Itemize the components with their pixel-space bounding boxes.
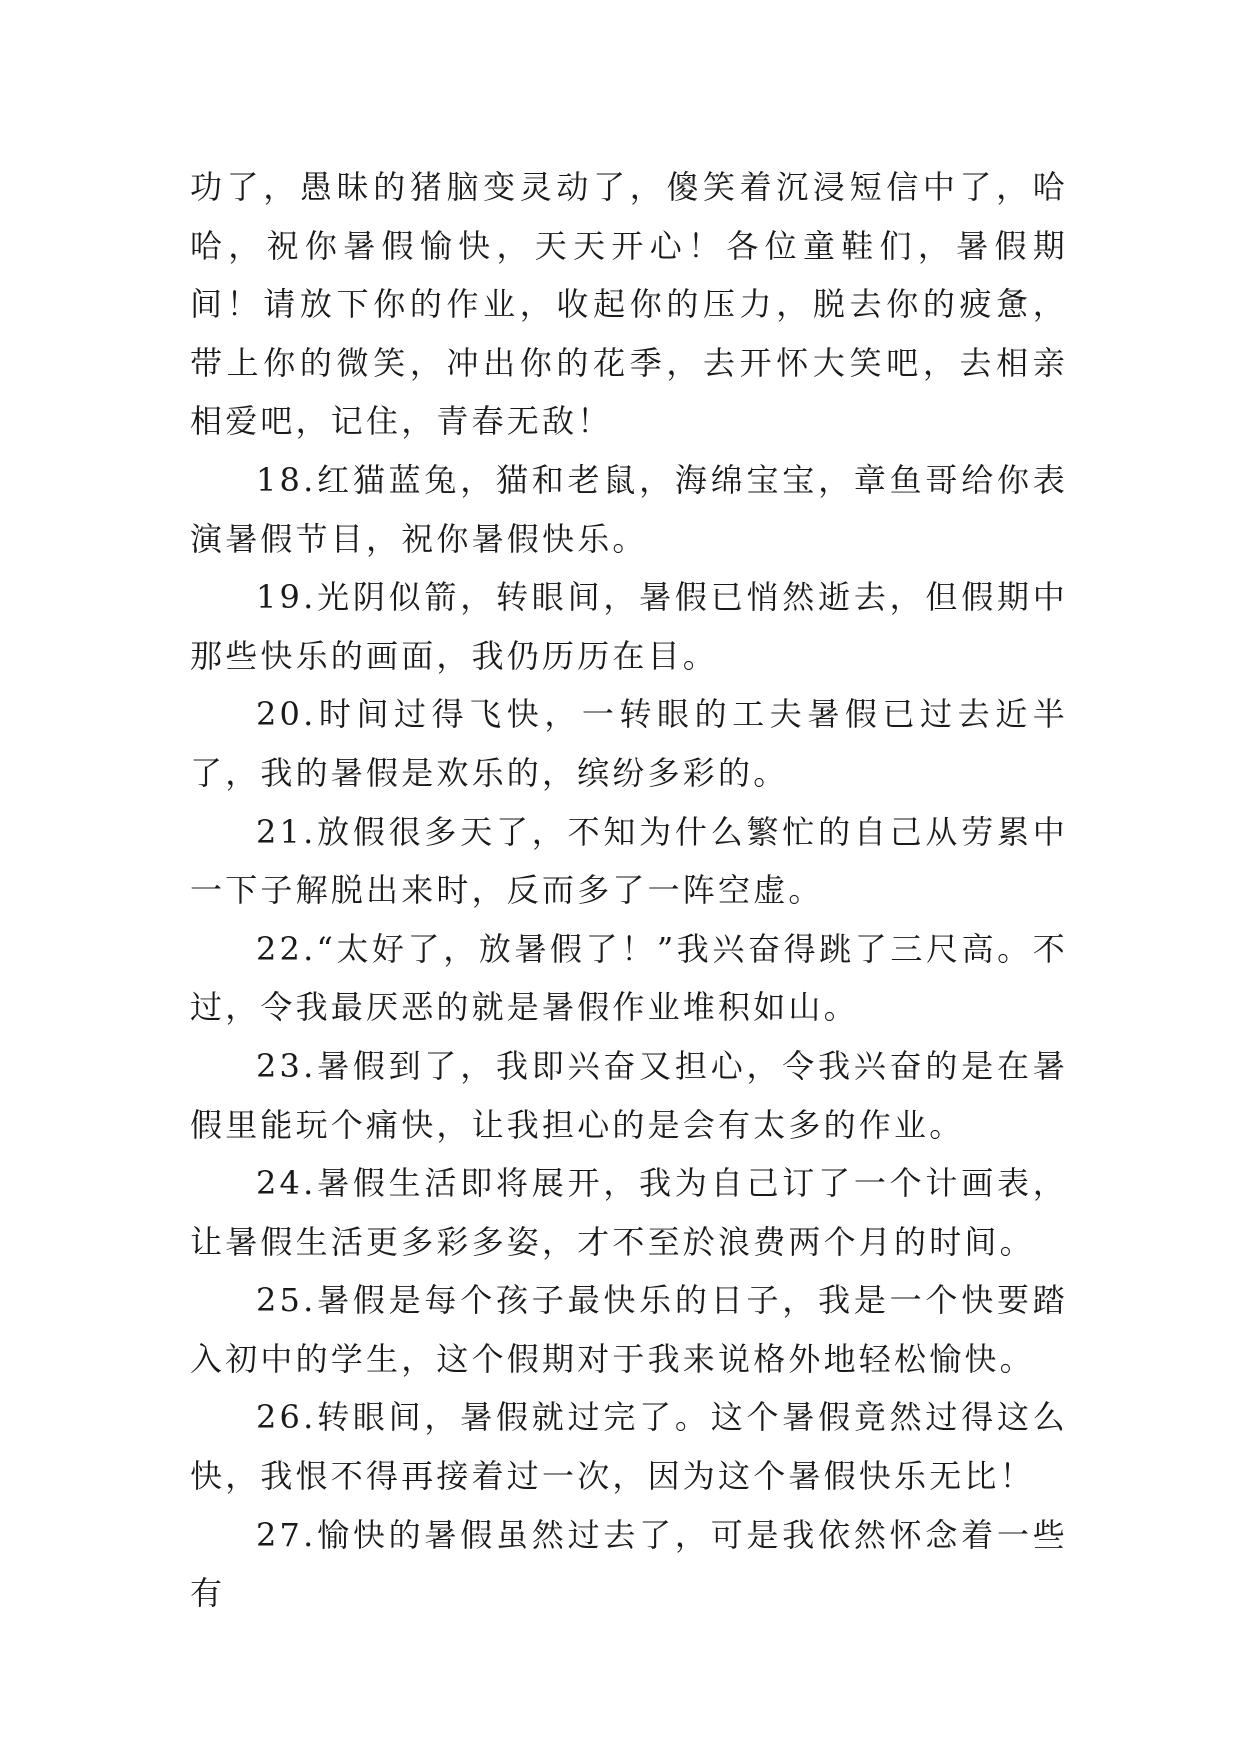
paragraph-item-22: 22.“太好了，放暑假了！”我兴奋得跳了三尺高。不过，令我最厌恶的就是暑假作业堆积如山。 xyxy=(190,929,1068,1027)
paragraph-item-21: 21.放假很多天了，不知为什么繁忙的自己从劳累中一下子解脱出来时，反而多了一阵空虚。 xyxy=(190,812,1068,910)
paragraph-item-19: 19.光阴似箭，转眼间，暑假已悄然逝去，但假期中那些快乐的画面，我仍历历在目。 xyxy=(190,578,1068,675)
paragraph-item-24: 24.暑假生活即将展开，我为自己订了一个计画表，让暑假生活更多彩多姿，才不至於浪费两个月的时间。 xyxy=(190,1164,1068,1261)
paragraph-continuation: 功了，愚昧的猪脑变灵动了，傻笑着沉浸短信中了，哈哈，祝你暑假愉快，天天开心！各位童鞋们，暑假期间！请放下你的作业，收起你的压力，脱去你的疲惫，带上你的微笑，冲出你的花季，去开怀大笑吧，去相亲相爱吧，记住，青春无敌！ xyxy=(190,168,1068,441)
paragraph-item-25: 25.暑假是每个孩子最快乐的日子，我是一个快要踏入初中的学生，这个假期对于我来说格外地轻松愉快。 xyxy=(190,1281,1068,1378)
paragraph-item-23: 23.暑假到了，我即兴奋又担心，令我兴奋的是在暑假里能玩个痛快，让我担心的是会有太多的作业。 xyxy=(190,1046,1068,1144)
document-body xyxy=(190,158,1068,1623)
paragraph-item-20: 20.时间过得飞快，一转眼的工夫暑假已过去近半了，我的暑假是欢乐的，缤纷多彩的。 xyxy=(190,695,1068,792)
paragraph-item-18: 18.红猫蓝兔，猫和老鼠，海绵宝宝，章鱼哥给你表演暑假节目，祝你暑假快乐。 xyxy=(190,460,1068,558)
paragraph-item-26: 26.转眼间，暑假就过完了。这个暑假竟然过得这么快，我恨不得再接着过一次，因为这个暑假快乐无比！ xyxy=(190,1398,1068,1496)
paragraph-item-27: 27.愉快的暑假虽然过去了，可是我依然怀念着一些有 xyxy=(190,1515,1068,1613)
